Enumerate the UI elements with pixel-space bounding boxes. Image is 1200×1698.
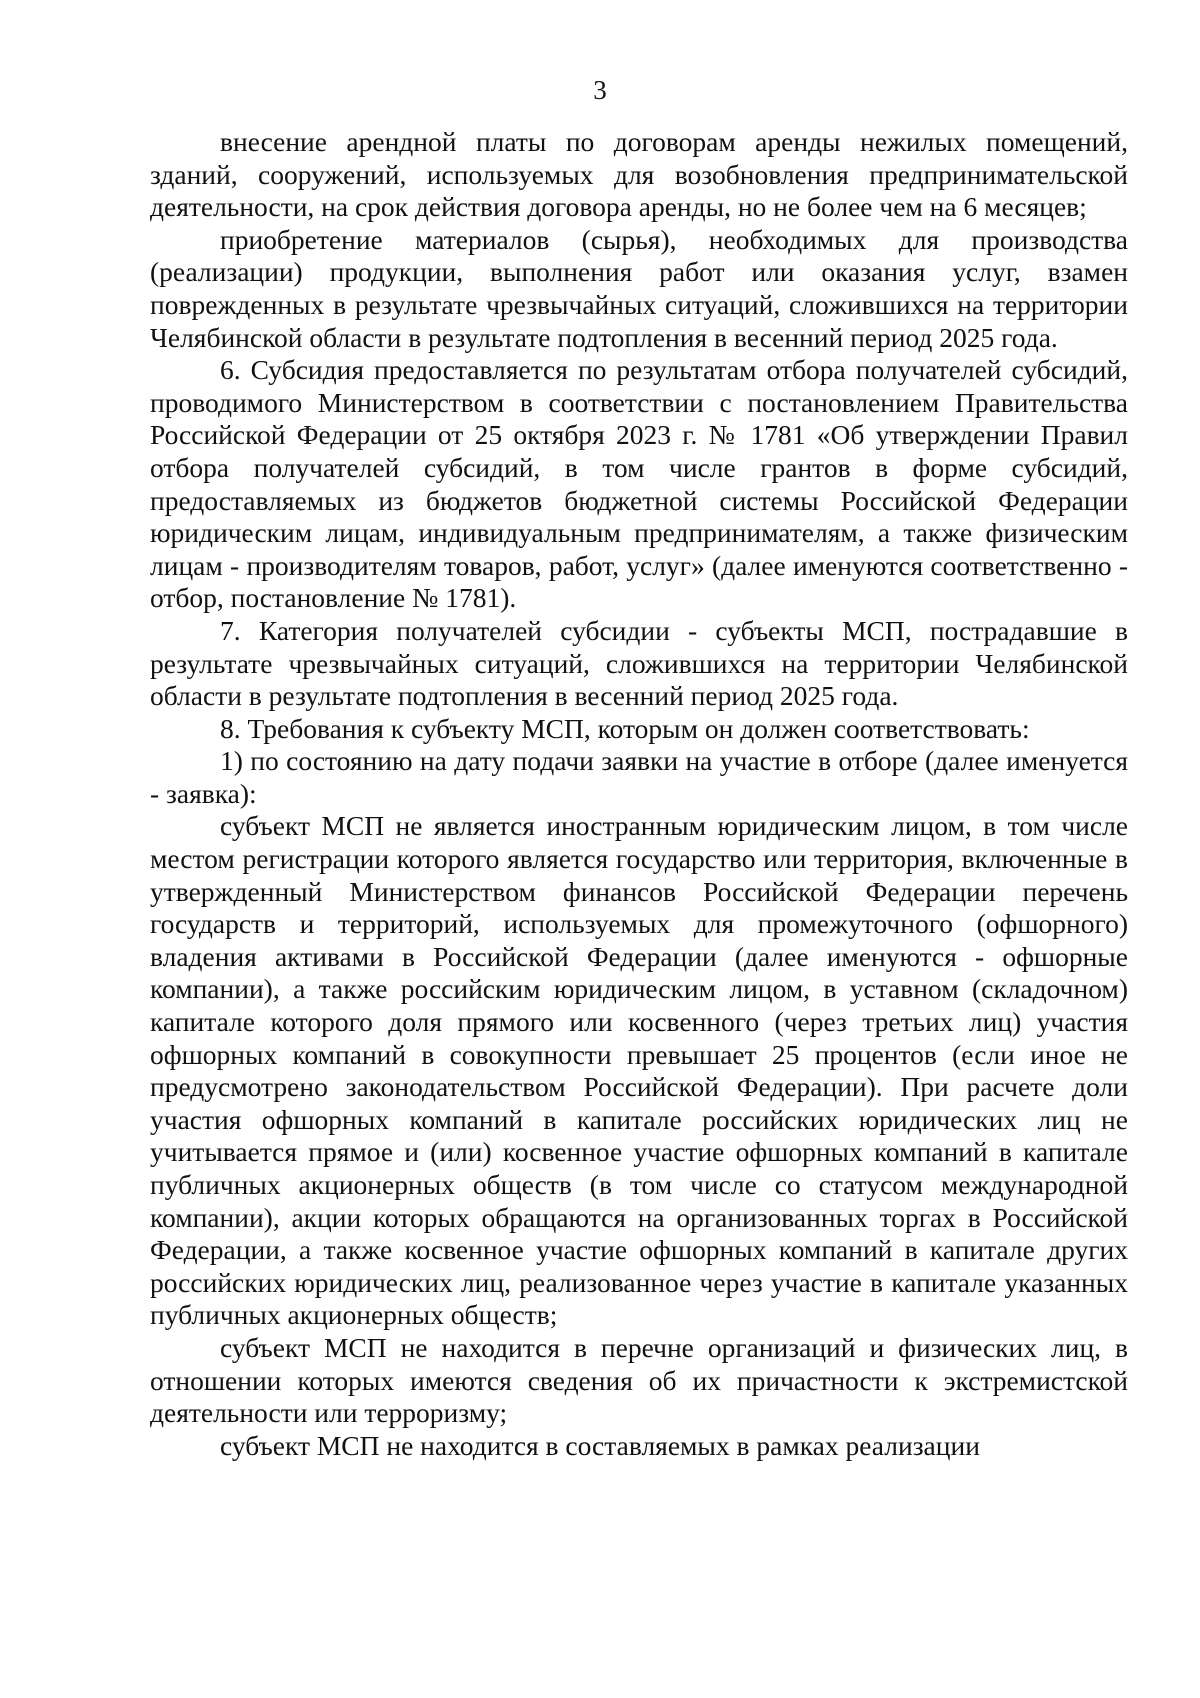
paragraph-rent-payment: внесение арендной платы по договорам аренды нежилых помещений, зданий, сооружений, используемых для возобновления предпринимательской деятельности, на срок действия договора аренды, но не более чем на 6 месяцев;	[150, 126, 1128, 223]
paragraph-item-7: 7. Категория получателей субсидии - субъекты МСП, пострадавшие в результате чрезвычайных ситуаций, сложившихся на территории Челябинской области в результате подтопления в весенний период 2025 года.	[150, 614, 1128, 712]
paragraph-materials-purchase: приобретение материалов (сырья), необходимых для производства (реализации) продукции, выполнения работ или оказания услуг, взамен поврежденных в результате чрезвычайных ситуаций, сложившихся на территории Челябинской области в результате подтопления в весенний период 2025 года.	[150, 223, 1128, 353]
paragraph-offshore-requirement: субъект МСП не является иностранным юридическим лицом, в том числе местом регистрации которого является государство или территория, включенные в утвержденный Министерством финансов Российской Федерации перечень государств и территорий, используемых для промежуточного (офшорного) владения активами в Российской Федерации (далее именуются - офшорные компании), а также российским юридическим лицом, в уставном (складочном) капитале которого доля прямого или косвенного (через третьих лиц) участия офшорных компаний в совокупности превышает 25 процентов (если иное не предусмотрено законодательством Российской Федерации). При расчете доли участия офшорных компаний в капитале российских юридических лиц не учитывается прямое и (или) косвенное участие офшорных компаний в капитале публичных акционерных обществ (в том числе со статусом международной компании), акции которых обращаются на организованных торгах в Российской Федерации, а также косвенное участие офшорных компаний в капитале других российских юридических лиц, реализованное через участие в капитале указанных публичных акционерных обществ;	[150, 810, 1128, 1331]
paragraph-subitem-1: 1) по состоянию на дату подачи заявки на участие в отборе (далее именуется - заявка):	[150, 745, 1128, 809]
document-body	[150, 126, 1128, 1462]
paragraph-item-8: 8. Требования к субъекту МСП, которым он должен соответствовать:	[220, 712, 1030, 744]
paragraph-item-6: 6. Субсидия предоставляется по результатам отбора получателей субсидий, проводимого Министерством в соответствии с постановлением Правительства Российской Федерации от 25 октября 2023 г. № 1781 «Об утверждении Правил отбора получателей субсидий, в том числе грантов в форме субсидий, предоставляемых из бюджетов бюджетной системы Российской Федерации юридическим лицам, индивидуальным предпринимателям, а также физическим лицам - производителям товаров, работ, услуг» (далее именуются соответственно - отбор, постановление № 1781).	[150, 354, 1128, 614]
paragraph-extremism-requirement: субъект МСП не находится в перечне организаций и физических лиц, в отношении которых имеются сведения об их причастности к экстремистской деятельности или терроризму;	[150, 1331, 1128, 1429]
page-number: 3	[593, 75, 607, 105]
paragraph-lists-requirement: субъект МСП не находится в составляемых в рамках реализации	[220, 1429, 980, 1461]
